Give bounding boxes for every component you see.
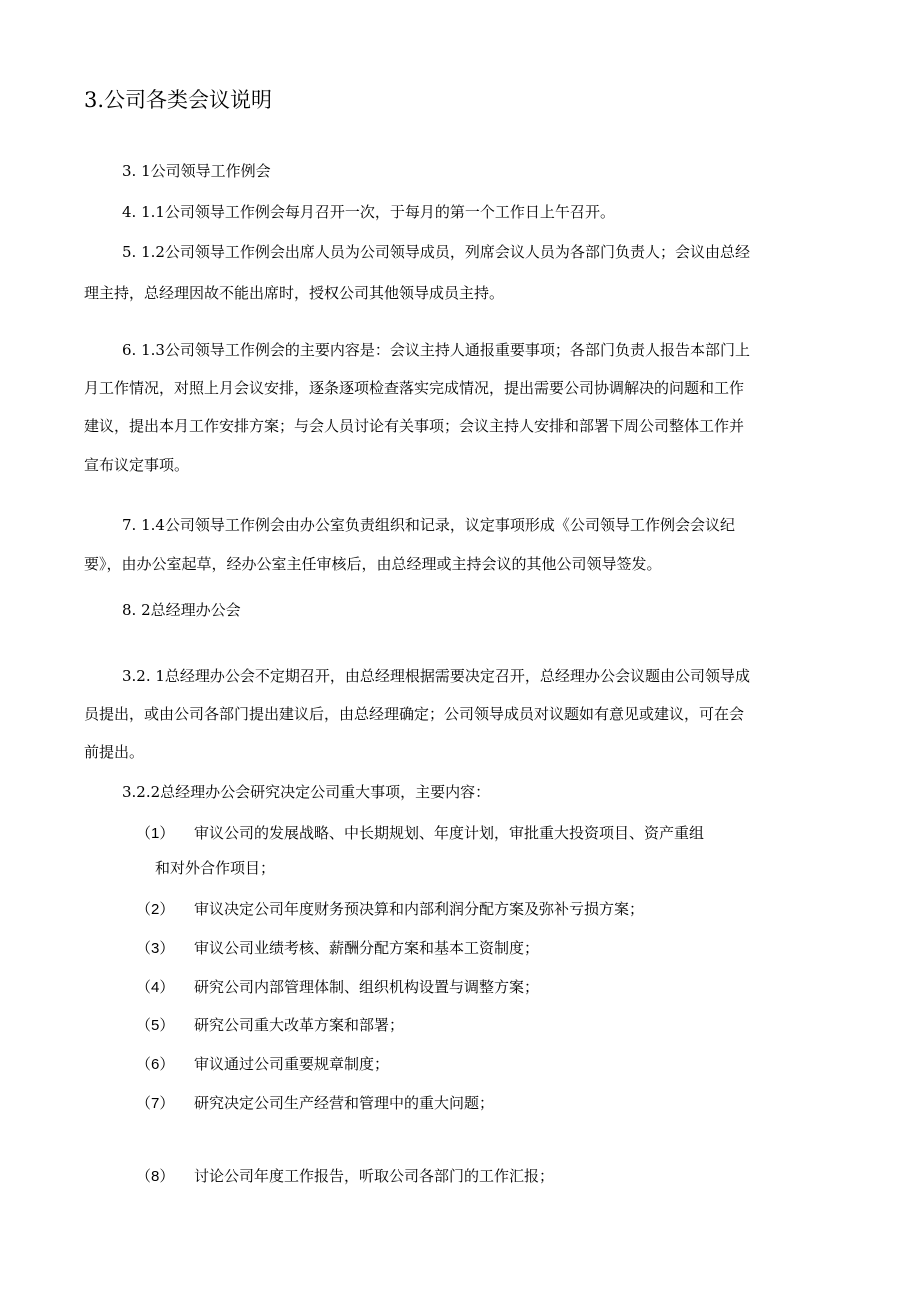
list-item-label: （7） — [136, 1095, 175, 1112]
paragraph-3-2-1-line1: 3.2. 1总经理办公会不定期召开，由总经理根据需要决定召开，总经理办公会议题由公司领导成 — [122, 667, 750, 685]
list-item-label: （1） — [136, 825, 175, 842]
paragraph-1-3-line1: 6. 1.3公司领导工作例会的主要内容是：会议主持人通报重要事项；各部门负责人报告本部门上 — [122, 341, 750, 359]
page-title: 3.公司各类会议说明 — [84, 88, 273, 112]
paragraph-1-1: 4. 1.1公司领导工作例会每月召开一次，于每月的第一个工作日上午召开。 — [122, 203, 615, 221]
list-item-4 — [136, 976, 539, 999]
paragraph-3-2-2: 3.2.2总经理办公会研究决定公司重大事项，主要内容： — [122, 783, 491, 801]
list-item-2 — [136, 898, 644, 921]
section-heading-3-1: 3. 1公司领导工作例会 — [122, 162, 271, 180]
list-item-text: 研究公司重大改革方案和部署； — [194, 1016, 405, 1034]
list-item-text: 审议决定公司年度财务预决算和内部利润分配方案及弥补亏损方案； — [194, 900, 645, 918]
list-item-text: 审议通过公司重要规章制度； — [194, 1055, 390, 1073]
list-item-label: （5） — [136, 1017, 175, 1034]
list-item-1-continuation: 和对外合作项目； — [155, 859, 276, 877]
paragraph-3-2-1-line2: 员提出，或由公司各部门提出建议后，由总经理确定；公司领导成员对议题如有意见或建议，可在会 — [84, 705, 745, 723]
paragraph-1-2-line2: 理主持，总经理因故不能出席时，授权公司其他领导成员主持。 — [84, 284, 505, 302]
list-item-text: 审议公司的发展战略、中长期规划、年度计划，审批重大投资项目、资产重组 — [194, 824, 705, 842]
section-heading-3-2: 8. 2总经理办公会 — [122, 601, 241, 619]
list-item-7 — [136, 1092, 494, 1115]
list-item-text: 审议公司业绩考核、薪酬分配方案和基本工资制度； — [194, 939, 540, 957]
list-item-label: （8） — [136, 1168, 175, 1185]
list-item-5 — [136, 1014, 404, 1037]
list-item-1 — [136, 822, 704, 845]
paragraph-1-2-line1: 5. 1.2公司领导工作例会出席人员为公司领导成员，列席会议人员为各部门负责人；会议由总经 — [122, 243, 750, 261]
list-item-label: （2） — [136, 901, 175, 918]
list-item-8 — [136, 1165, 554, 1188]
list-item-3 — [136, 937, 539, 960]
paragraph-3-2-1-line3: 前提出。 — [84, 743, 145, 761]
list-item-label: （3） — [136, 940, 175, 957]
list-item-6 — [136, 1053, 389, 1076]
list-item-label: （6） — [136, 1056, 175, 1073]
list-item-text: 讨论公司年度工作报告，听取公司各部门的工作汇报； — [194, 1167, 555, 1185]
paragraph-1-4-line1: 7. 1.4公司领导工作例会由办公室负责组织和记录，议定事项形成《公司领导工作例会会议纪 — [122, 516, 735, 534]
list-item-text: 研究公司内部管理体制、组织机构设置与调整方案； — [194, 978, 540, 996]
paragraph-1-3-line2: 月工作情况，对照上月会议安排，逐条逐项检查落实完成情况，提出需要公司协调解决的问题和工作 — [84, 379, 745, 397]
paragraph-1-4-line2: 要》，由办公室起草，经办公室主任审核后，由总经理或主持会议的其他公司领导签发。 — [84, 555, 662, 573]
paragraph-1-3-line4: 宣布议定事项。 — [84, 456, 190, 474]
list-item-text: 研究决定公司生产经营和管理中的重大问题； — [194, 1094, 495, 1112]
paragraph-1-3-line3: 建议，提出本月工作安排方案；与会人员讨论有关事项；会议主持人安排和部署下周公司整体工作并 — [84, 417, 745, 435]
list-item-label: （4） — [136, 979, 175, 996]
